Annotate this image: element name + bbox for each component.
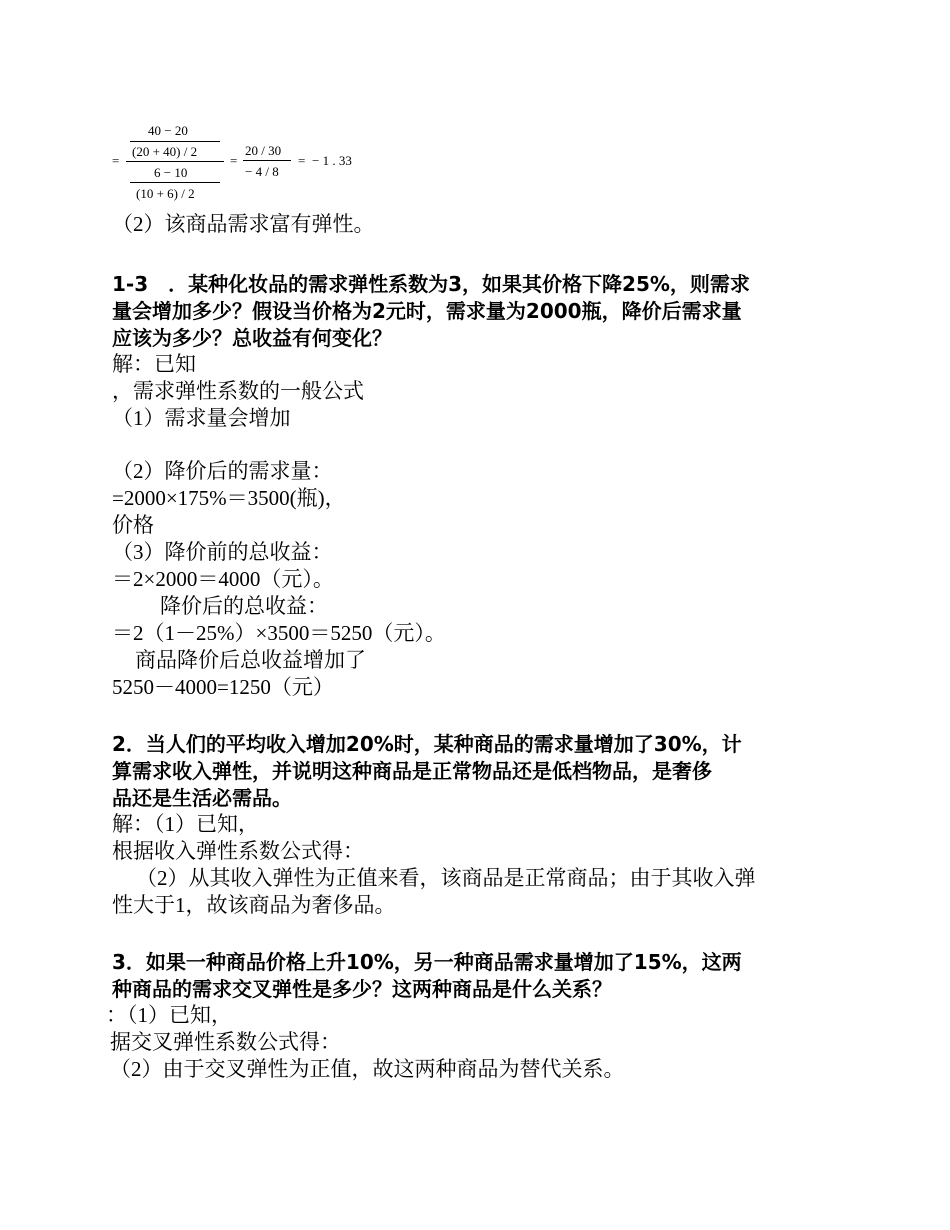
question-line: 品还是生活必需品。 <box>112 786 292 810</box>
text-line: ＝2（1－25%）×3500＝5250（元）。 <box>112 621 446 645</box>
question-line: 种商品的需求交叉弹性是多少？这两种商品是什么关系？ <box>112 977 612 1001</box>
text-line: ＝2×2000＝4000（元）。 <box>112 567 334 591</box>
formula-equals-1: = <box>112 153 120 168</box>
elasticity-formula <box>112 120 412 210</box>
text-line: 性大于1，故该商品为奢侈品。 <box>112 893 396 917</box>
question-line: 1-3 ．某种化妆品的需求弹性系数为3，如果其价格下降25%，则需求 <box>112 272 750 296</box>
text-line: 据交叉弹性系数公式得： <box>110 1030 341 1054</box>
text-line: （2）从其收入弹性为正值来看，该商品是正常商品；由于其收入弹 <box>136 866 756 890</box>
formula-equals-2: = <box>230 153 238 168</box>
question-line: 算需求收入弹性，并说明这种商品是正常物品还是低档物品，是奢侈 <box>112 759 712 783</box>
formula-denominator-top: 6 − 10 <box>154 165 188 180</box>
text-line: （2）降价后的需求量： <box>112 459 333 483</box>
question-line: 量会增加多少？假设当价格为2元时，需求量为2000瓶，降价后需求量 <box>112 299 742 323</box>
formula-inner-bar-2 <box>130 182 220 183</box>
formula-numerator-top: 40 − 20 <box>148 123 188 138</box>
question-line: 3．如果一种商品价格上升10%，另一种商品需求量增加了15%，这两 <box>112 950 742 974</box>
text-line: ：（1）已知， <box>106 1003 232 1027</box>
formula-denominator-bottom: (10 + 6) / 2 <box>136 186 195 201</box>
text-line: 价格 <box>112 513 154 537</box>
question-line: 应该为多少？总收益有何变化？ <box>112 326 392 350</box>
text-line: （2）该商品需求富有弹性。 <box>112 212 375 236</box>
formula-small-denominator: − 4 / 8 <box>245 164 279 179</box>
text-line: 5250－4000=1250（元） <box>112 675 334 699</box>
text-line: （1）需求量会增加 <box>112 406 291 430</box>
text-line: 商品降价后总收益增加了 <box>135 648 366 672</box>
text-line: =2000×175%＝3500(瓶)， <box>112 486 346 510</box>
text-line: 根据收入弹性系数公式得： <box>112 839 364 863</box>
text-line: 解：（1）已知， <box>112 812 259 836</box>
formula-small-bar <box>243 160 291 161</box>
text-line: 解：已知 <box>112 352 196 376</box>
formula-inner-bar-1 <box>130 141 220 142</box>
text-line: （2）由于交叉弹性为正值，故这两种商品为替代关系。 <box>110 1057 625 1081</box>
text-line: （3）降价前的总收益： <box>112 540 333 564</box>
formula-main-bar <box>126 161 224 162</box>
formula-result: − 1 . 33 <box>312 153 352 168</box>
text-line: ，需求弹性系数的一般公式 <box>112 379 364 403</box>
formula-numerator-bottom: (20 + 40) / 2 <box>132 144 198 159</box>
formula-small-numerator: 20 / 30 <box>245 143 282 158</box>
formula-equals-3: = <box>298 153 306 168</box>
question-line: 2．当人们的平均收入增加20%时，某种商品的需求量增加了30%，计 <box>112 732 742 756</box>
text-line: 降价后的总收益： <box>160 594 328 618</box>
